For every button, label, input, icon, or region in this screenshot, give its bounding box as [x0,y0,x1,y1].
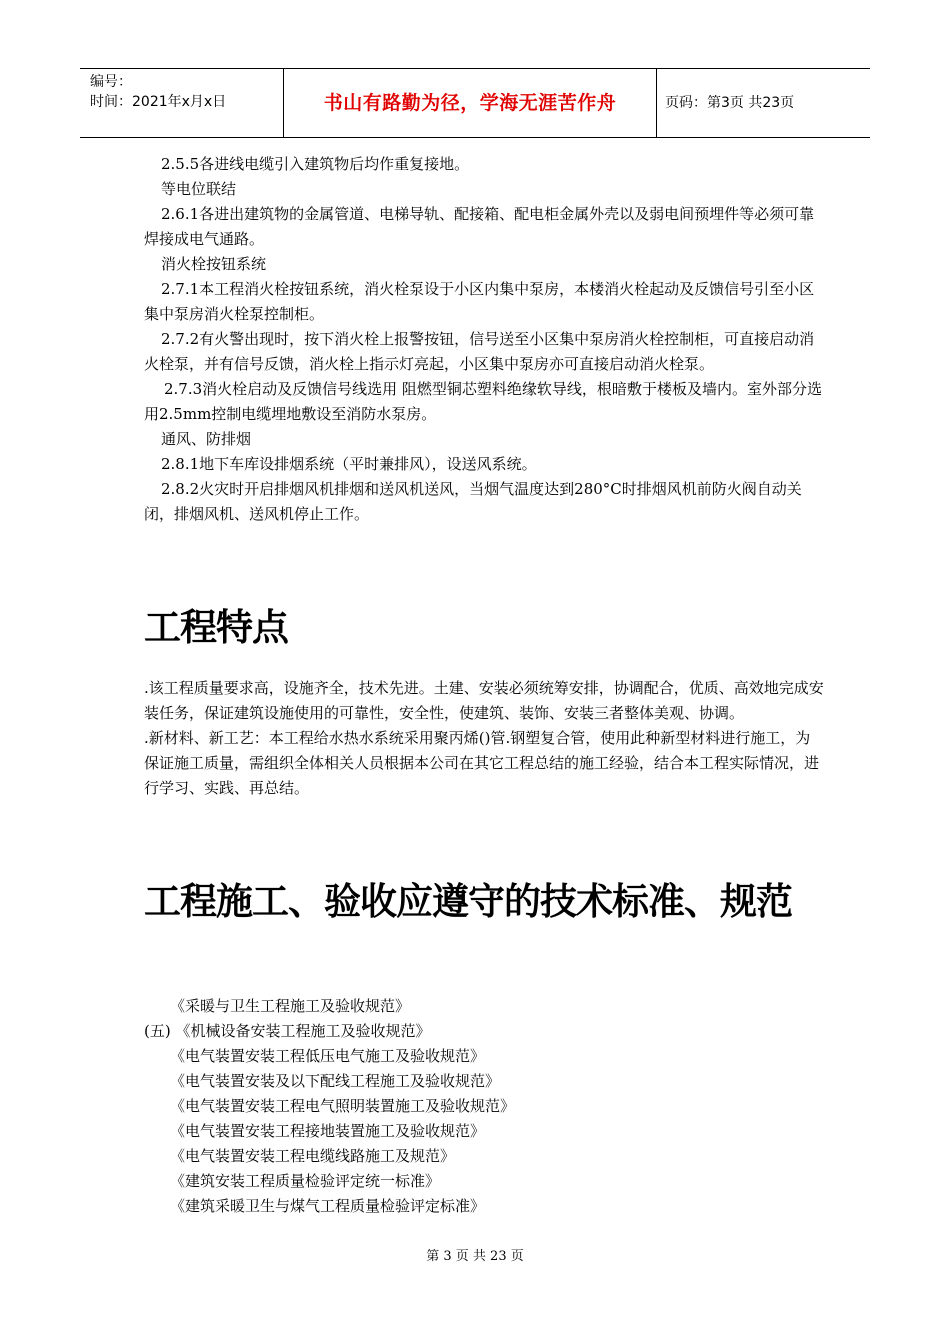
list-item: 《电气装置安装工程低压电气施工及验收规范》 [170,1047,486,1065]
section-title: 工程施工、验收应遵守的技术标准、规范 [144,880,792,923]
paragraph: .该工程质量要求高，设施齐全，技术先进。土建、安装必须统筹安排，协调配合，优质、高效地完成安装任务，保证建筑设施使用的可靠性，安全性，使建筑、装饰、安装三者整体美观、协调。 [144,679,824,722]
paragraph: 2.6.1各进出建筑物的金属管道、电梯导轨、配接箱、配电柜金属外壳以及弱电间预埋件等必须可靠焊接成电气通路。 [144,205,815,248]
subheading: 通风、防排烟 [161,430,252,448]
list-item: 《建筑采暖卫生与煤气工程质量检验评定标准》 [170,1197,486,1215]
header-page-cell [656,69,870,137]
paragraph: 2.7.1本工程消火栓按钮系统，消火栓泵设于小区内集中泵房，本楼消火栓起动及反馈信号引至小区集中泵房消火栓泵控制柜。 [144,280,815,323]
page-header [80,68,870,138]
paragraph: 2.8.1地下车库设排烟系统（平时兼排风），设送风系统。 [161,455,537,473]
subheading: 等电位联结 [161,180,237,198]
subheading: 消火栓按钮系统 [161,255,267,273]
header-motto-cell [283,69,657,137]
paragraph: 2.5.5各进线电缆引入建筑物后均作重复接地。 [161,155,470,173]
list-item: (五) 《机械设备安装工程施工及验收规范》 [144,1022,431,1040]
list-item: 《电气装置安装及以下配线工程施工及验收规范》 [170,1072,501,1090]
section-title: 工程特点 [144,606,288,649]
page-footer: 第 3 页 共 23 页 [426,1249,524,1264]
list-item: 《电气装置安装工程电气照明装置施工及验收规范》 [170,1097,516,1115]
list-item: 《电气装置安装工程接地装置施工及验收规范》 [170,1122,486,1140]
standards-list [144,994,824,1219]
number-label: 编号： [90,74,132,90]
list-item: 《采暖与卫生工程施工及验收规范》 [170,997,411,1015]
top-body [144,152,824,527]
paragraph: .新材料、新工艺：本工程给水热水系统采用聚丙烯()管.钢塑复合管，使用此种新型材料进行施工，为保证施工质量，需组织全体相关人员根据本公司在其它工程总结的施工经验，结合本工程实际情况，进行学习、实践、再总结。 [144,729,820,797]
date-label: 时间：2021年x月x日 [90,94,227,110]
section1-body [144,676,824,801]
paragraph: 2.8.2火灾时开启排烟风机排烟和送风机送风，当烟气温度达到280°C时排烟风机前防火阀自动关闭，排烟风机、送风机停止工作。 [144,480,802,523]
header-meta [80,69,283,137]
motto: 书山有路勤为径，学海无涯苦作舟 [323,92,617,114]
page-info: 页码：第3页 共23页 [665,95,795,111]
paragraph: 2.7.3消火栓启动及反馈信号线选用 阻燃型铜芯塑料绝缘软导线，根暗敷于楼板及墙内。室外部分选用2.5mm控制电缆埋地敷设至消防水泵房。 [144,380,822,423]
paragraph: 2.7.2有火警出现时，按下消火栓上报警按钮，信号送至小区集中泵房消火栓控制柜，可直接启动消火栓泵，并有信号反馈，消火栓上指示灯亮起，小区集中泵房亦可直接启动消火栓泵。 [144,330,815,373]
list-item: 《建筑安装工程质量检验评定统一标准》 [170,1172,441,1190]
list-item: 《电气装置安装工程电缆线路施工及规范》 [170,1147,456,1165]
